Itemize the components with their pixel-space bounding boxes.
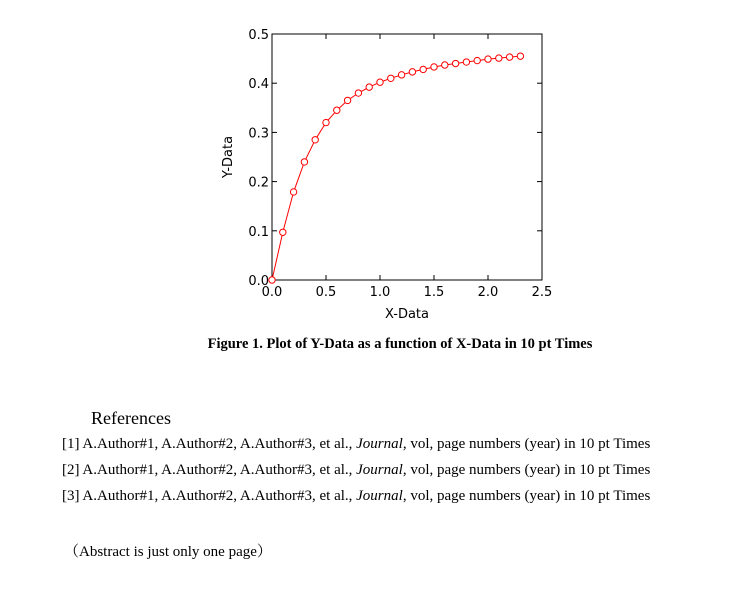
data-point	[269, 277, 275, 283]
y-tick-label: 0.4	[248, 77, 269, 93]
data-point	[420, 66, 426, 72]
reference-1-suffix: , vol, page numbers (year) in 10 pt Times	[402, 436, 651, 452]
data-point	[474, 57, 480, 63]
data-point	[323, 119, 329, 125]
data-point	[334, 107, 340, 113]
data-point	[452, 60, 458, 66]
reference-2-suffix: , vol, page numbers (year) in 10 pt Times	[402, 462, 651, 478]
data-point	[517, 53, 523, 59]
abstract-note: （Abstract is just only one page）	[64, 544, 272, 560]
reference-item-3	[62, 488, 650, 505]
reference-1-prefix: [1] A.Author#1, A.Author#2, A.Author#3, et al.,	[62, 436, 357, 452]
data-point	[301, 159, 307, 165]
y-axis-label: Y-Data	[221, 135, 236, 179]
x-tick-label: 2.0	[477, 285, 499, 300]
data-point	[398, 72, 404, 78]
y-tick-label: 0.0	[248, 274, 269, 289]
data-point	[388, 75, 394, 81]
figure-caption: Figure 1. Plot of Y-Data as a function of X-Data in 10 pt Times	[207, 336, 593, 352]
data-point	[431, 64, 437, 70]
reference-item-1	[62, 436, 650, 453]
data-point	[409, 69, 415, 75]
y-tick-label: 0.1	[248, 224, 269, 240]
reference-3-prefix: [3] A.Author#1, A.Author#2, A.Author#3, et al.,	[62, 488, 357, 504]
reference-3-suffix: , vol, page numbers (year) in 10 pt Times	[402, 488, 651, 504]
data-point	[280, 229, 286, 235]
reference-1-journal: Journal	[356, 436, 403, 452]
x-tick-label: 1.5	[423, 285, 445, 300]
references-heading: References	[91, 408, 171, 428]
data-point	[496, 55, 502, 61]
y-tick-label: 0.3	[248, 126, 269, 142]
x-tick-label: 2.5	[531, 285, 553, 300]
data-point	[377, 79, 383, 85]
x-tick-label: 1.0	[369, 285, 391, 300]
reference-item-2	[62, 462, 650, 479]
reference-3-journal: Journal	[356, 488, 403, 504]
data-point	[290, 189, 296, 195]
data-point	[506, 54, 512, 60]
data-point	[366, 84, 372, 90]
plot-frame	[272, 34, 542, 280]
series-line	[272, 56, 520, 280]
x-tick-label: 0.5	[315, 285, 337, 300]
data-point	[355, 90, 361, 96]
data-point	[485, 56, 491, 62]
reference-2-journal: Journal	[356, 462, 403, 478]
data-point	[463, 59, 469, 65]
y-tick-label: 0.5	[248, 28, 269, 43]
data-point	[442, 62, 448, 68]
y-tick-label: 0.2	[248, 175, 269, 191]
x-tick-label: 0.0	[261, 285, 283, 300]
data-point	[312, 137, 318, 143]
x-axis-label: X-Data	[385, 307, 429, 322]
reference-2-prefix: [2] A.Author#1, A.Author#2, A.Author#3, et al.,	[62, 462, 357, 478]
data-point	[344, 97, 350, 103]
